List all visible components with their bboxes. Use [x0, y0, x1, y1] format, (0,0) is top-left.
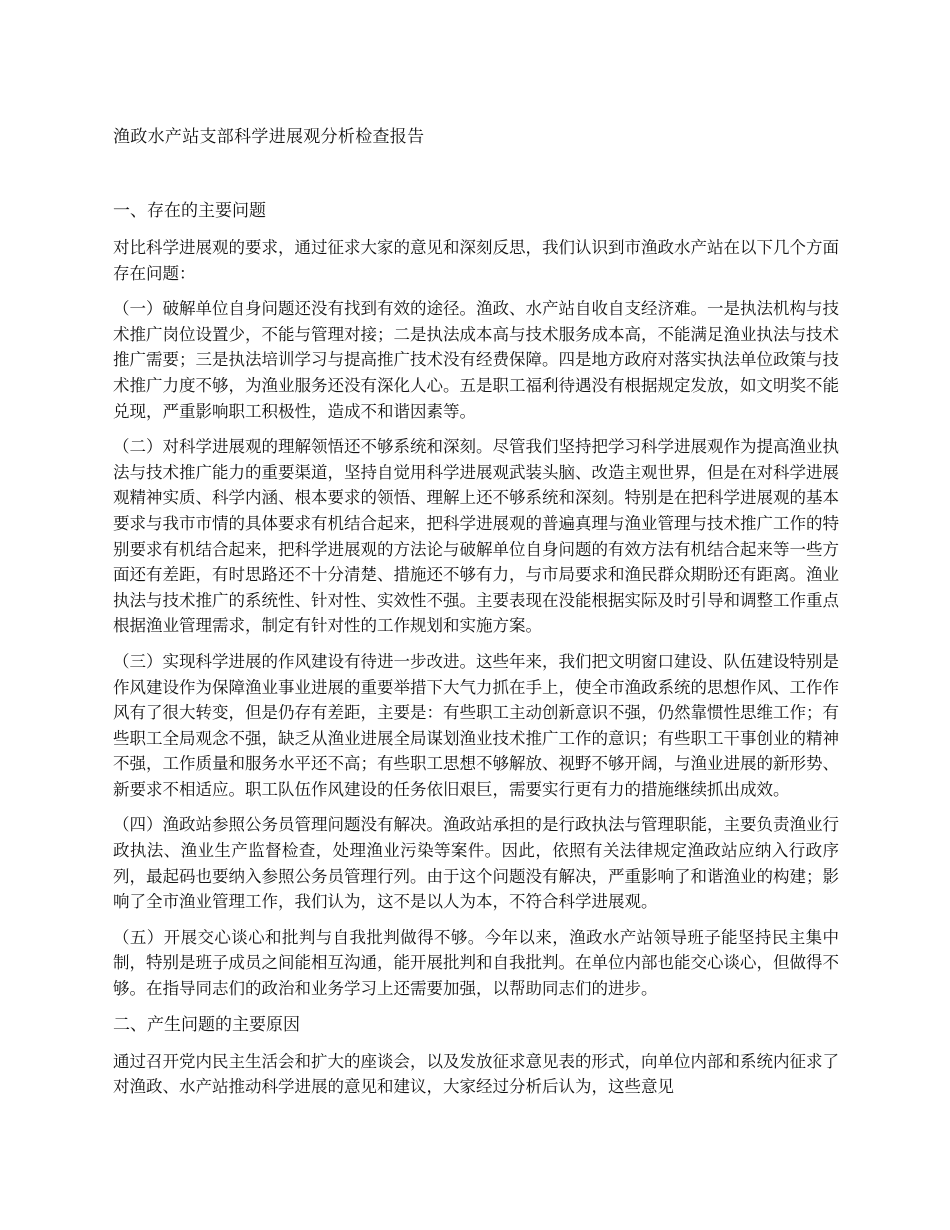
document-title: 渔政水产站支部科学进展观分析检查报告	[113, 127, 425, 147]
paragraph-issue-5: （五）开展交心谈心和批判与自我批判做得不够。今年以来，渔政水产站领导班子能坚持民主集中制，特别是班子成员之间能相互沟通，能开展批判和自我批判。在单位内部也能交心谈心，但做得不够。在指导同志们的政治和业务学习上还需要加强，以帮助同志们的进步。	[113, 927, 839, 999]
paragraph-intro: 对比科学进展观的要求，通过征求大家的意见和深刻反思，我们认识到市渔政水产站在以下几个方面存在问题：	[113, 238, 839, 283]
document-page	[113, 124, 839, 1100]
paragraph-issue-3: （三）实现科学进展的作风建设有待进一步改进。这些年来，我们把文明窗口建设、队伍建设特别是作风建设作为保障渔业事业进展的重要举措下大气力抓在手上，使全市渔政系统的思想作风、工作作风有了很大转变，但是仍存有差距，主要是：有些职工主动创新意识不强，仍然靠惯性思维工作；有些职工全局观念不强，缺乏从渔业进展全局谋划渔业技术推广工作的意识；有些职工干事创业的精神不强，工作质量和服务水平还不高；有些职工思想不够解放、视野不够开阔，与渔业进展的新形势、新要求不相适应。职工队伍作风建设的任务依旧艰巨，需要实行更有力的措施继续抓出成效。	[113, 651, 839, 799]
title-spacer	[113, 150, 839, 198]
section-heading-1: 一、存在的主要问题	[113, 201, 266, 221]
paragraph-issue-1: （一）破解单位自身问题还没有找到有效的途径。渔政、水产站自收自支经济难。一是执法机构与技术推广岗位设置少，不能与管理对接；二是执法成本高与技术服务成本高，不能满足渔业执法与技术推广需要；三是执法培训学习与提高推广技术没有经费保障。四是地方政府对落实执法单位政策与技术推广力度不够，为渔业服务还没有深化人心。五是职工福利待遇没有根据规定发放，如文明奖不能兑现，严重影响职工积极性，造成不和谐因素等。	[113, 299, 839, 421]
paragraph-issue-4: （四）渔政站参照公务员管理问题没有解决。渔政站承担的是行政执法与管理职能，主要负责渔业行政执法、渔业生产监督检查，处理渔业污染等案件。因此，依照有关法律规定渔政站应纳入行政序列，最起码也要纳入参照公务员管理行列。由于这个问题没有解决，严重影响了和谐渔业的构建；影响了全市渔业管理工作，我们认为，这不是以人为本，不符合科学进展观。	[113, 815, 839, 912]
section-heading-2: 二、产生问题的主要原因	[113, 1014, 300, 1035]
paragraph-causes-intro: 通过召开党内民主生活会和扩大的座谈会，以及发放征求意见表的形式，向单位内部和系统内征求了对渔政、水产站推动科学进展的意见和建议，大家经过分析后认为，这些意见	[113, 1051, 839, 1097]
paragraph-issue-2: （二）对科学进展观的理解领悟还不够系统和深刻。尽管我们坚持把学习科学进展观作为提高渔业执法与技术推广能力的重要渠道，坚持自觉用科学进展观武装头脑、改造主观世界，但是在对科学进展观精神实质、科学内涵、根本要求的领悟、理解上还不够系统和深刻。特别是在把科学进展观的基本要求与我市市情的具体要求有机结合起来，把科学进展观的普遍真理与渔业管理与技术推广工作的特别要求有机结合起来，把科学进展观的方法论与破解单位自身问题的有效方法有机结合起来等一些方面还有差距，有时思路还不十分清楚、措施还不够有力，与市局要求和渔民群众期盼还有距离。渔业执法与技术推广的系统性、针对性、实效性不强。主要表现在没能根据实际及时引导和调整工作重点根据渔业管理需求，制定有针对性的工作规划和实施方案。	[113, 437, 839, 636]
